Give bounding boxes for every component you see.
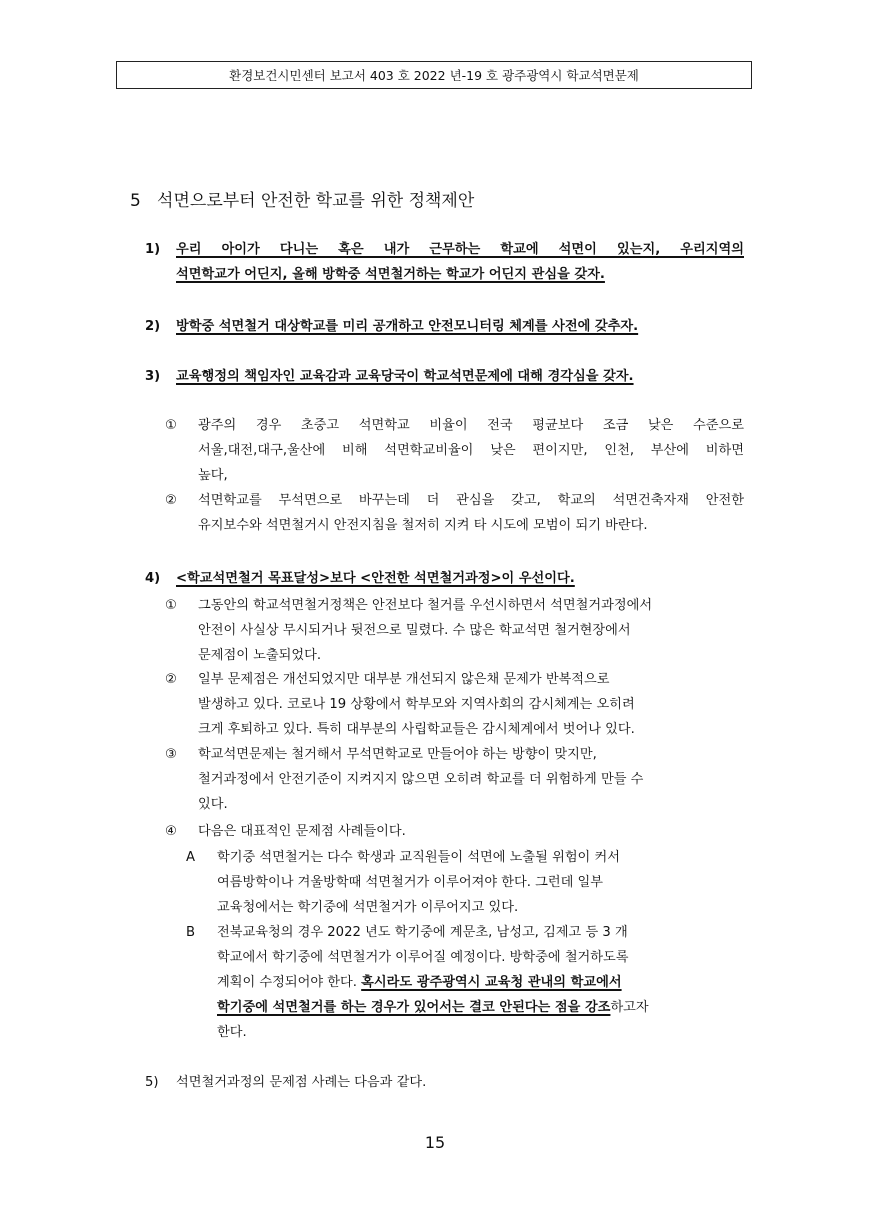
case-b-line-4-emphasis: 학기중에 석면철거를 하는 경우가 있어서는 결코 안된다는 점을 강조 <box>217 1000 611 1015</box>
item-3-sub-1-mark: ① <box>165 418 177 433</box>
item-4-sub-2-mark: ② <box>165 672 177 687</box>
item-2-line-1: 방학중 석면철거 대상학교를 미리 공개하고 안전모니터링 체계를 사전에 갖추자. <box>176 319 639 334</box>
item-3-sub-2-line-1: 석면학교를 무석면으로 바꾸는데 더 관심을 갖고, 학교의 석면건축자재 안전한 <box>198 493 744 508</box>
item-3-sub-1-line-1: 광주의 경우 초중고 석면학교 비율이 전국 평균보다 조금 낮은 수준으로 <box>198 418 744 433</box>
item-4-sub-1-line-1: 그동안의 학교석면철거정책은 안전보다 철거를 우선시하면서 석면철거과정에서 <box>198 598 653 613</box>
item-1-line-2: 석면학교가 어딘지, 올해 방학중 석면철거하는 학교가 어딘지 관심을 갖자. <box>176 267 605 282</box>
item-4-line-1: <학교석면철거 목표달성>보다 <안전한 석면철거과정>이 우선이다. <box>176 571 575 586</box>
item-3-number: 3) <box>145 369 161 384</box>
item-5-number: 5) <box>145 1075 159 1090</box>
item-4-sub-1-mark: ① <box>165 598 177 613</box>
case-b-line-5: 한다. <box>217 1025 247 1040</box>
item-4-sub-2-line-2: 발생하고 있다. 코로나 19 상황에서 학부모와 지역사회의 감시체계는 오히려 <box>198 697 635 712</box>
case-b-line-1: 전북교육청의 경우 2022 년도 학기중에 계문초, 남성고, 김제고 등 3 개 <box>217 925 628 940</box>
item-3-sub-1-line-3: 높다, <box>198 468 228 483</box>
item-4-sub-3-line-1: 학교석면문제는 철거해서 무석면학교로 만들어야 하는 방향이 맞지만, <box>198 747 597 762</box>
item-2-number: 2) <box>145 319 161 334</box>
case-b-line-3-plain: 계획이 수정되어야 한다. <box>217 975 362 990</box>
section-number: 5 <box>130 191 141 211</box>
case-b-line-3-emphasis: 혹시라도 광주광역시 교육청 관내의 학교에서 <box>361 975 622 990</box>
section-title-text: 석면으로부터 안전한 학교를 위한 정책제안 <box>157 191 475 211</box>
item-1-number: 1) <box>145 242 161 257</box>
report-header: 환경보건시민센터 보고서 403 호 2022 년-19 호 광주광역시 학교석면문제 <box>116 61 752 89</box>
item-4-sub-2-line-1: 일부 문제점은 개선되었지만 대부분 개선되지 않은채 문제가 반복적으로 <box>198 672 610 687</box>
item-5-line-1: 석면철거과정의 문제점 사례는 다음과 같다. <box>176 1075 427 1090</box>
item-4-sub-1-line-2: 안전이 사실상 무시되거나 뒷전으로 밀렸다. 수 많은 학교석면 철거현장에서 <box>198 623 631 638</box>
item-4-sub-3-line-3: 있다. <box>198 797 228 812</box>
item-4-number: 4) <box>145 571 161 586</box>
case-a-line-1: 학기중 석면철거는 다수 학생과 교직원들이 석면에 노출될 위험이 커서 <box>217 850 620 865</box>
section-title <box>130 186 474 211</box>
item-4-sub-3-line-2: 철거과정에서 안전기준이 지켜지지 않으면 오히려 학교를 더 위험하게 만들 수 <box>198 772 644 787</box>
item-1-line-1: 우리 아이가 다니는 혹은 내가 근무하는 학교에 석면이 있는지, 우리지역의 <box>176 242 744 257</box>
item-4-sub-2-line-3: 크게 후퇴하고 있다. 특히 대부분의 사립학교들은 감시체계에서 벗어나 있다. <box>198 722 635 737</box>
case-a-mark: A <box>186 850 196 865</box>
item-3-sub-2-line-2: 유지보수와 석면철거시 안전지침을 철저히 지켜 타 시도에 모범이 되기 바란다. <box>198 518 648 533</box>
item-3-sub-2-mark: ② <box>165 493 177 508</box>
case-a-line-2: 여름방학이나 겨울방학때 석면철거가 이루어져야 한다. 그런데 일부 <box>217 875 604 890</box>
item-3-sub-1-line-2: 서울,대전,대구,울산에 비해 석면학교비율이 낮은 편이지만, 인천, 부산에 비하면 <box>198 443 744 458</box>
case-b-line-4 <box>217 998 649 1018</box>
case-b-line-3 <box>217 973 622 993</box>
case-a-line-3: 교육청에서는 학기중에 석면철거가 이루어지고 있다. <box>217 900 519 915</box>
item-4-sub-1-line-3: 문제점이 노출되었다. <box>198 648 322 663</box>
case-b-line-2: 학교에서 학기중에 석면철거가 이루어질 예정이다. 방학중에 철거하도록 <box>217 950 629 965</box>
case-b-mark: B <box>186 925 196 940</box>
case-b-line-4-plain: 하고자 <box>610 1000 649 1015</box>
item-3-line-1: 교육행정의 책임자인 교육감과 교육당국이 학교석면문제에 대해 경각심을 갖자. <box>176 369 634 384</box>
item-4-sub-4-mark: ④ <box>165 824 177 839</box>
item-4-sub-4-line-1: 다음은 대표적인 문제점 사례들이다. <box>198 824 406 839</box>
page-number: 15 <box>424 1133 446 1152</box>
item-4-sub-3-mark: ③ <box>165 747 177 762</box>
